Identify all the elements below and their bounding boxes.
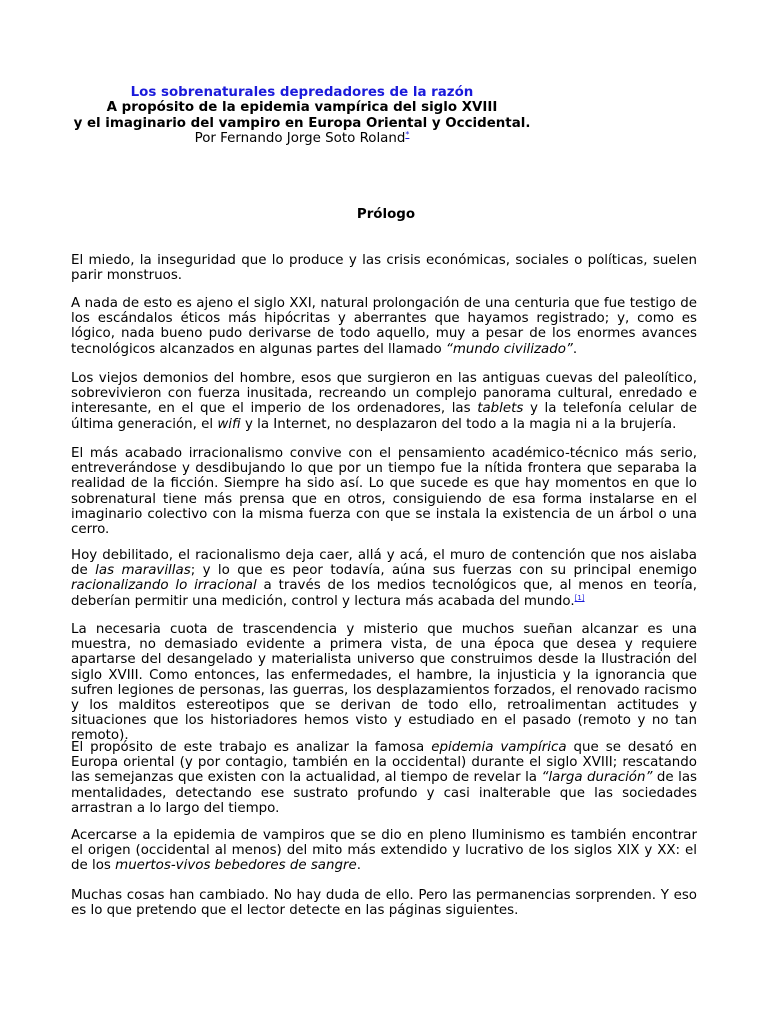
paragraph-text: El propósito de este trabajo es analizar la famosa [71, 740, 432, 755]
author-footnote-link[interactable]: * [405, 130, 410, 139]
italic-phrase: “larga duración” [541, 770, 653, 786]
paragraph [71, 446, 697, 537]
italic-phrase: racionalizando lo irracional [71, 578, 257, 594]
paragraph-text: y la Internet, no desplazaron del todo a la magia ni a la brujería. [240, 416, 677, 432]
paragraph-text: . [356, 858, 361, 874]
italic-phrase: muertos-vivos bebedores de sangre [115, 858, 357, 874]
italic-word: wifi [217, 416, 241, 432]
paragraph-text: que se desató en Europa oriental (y por contagio, también en la occidental) durante el siglo XVIII; rescatando las semejanzas que existen con la actualidad, al tiempo de revelar la [71, 740, 697, 786]
paragraph-text: . [572, 341, 578, 357]
section-title: Prólogo [356, 207, 416, 222]
paragraph-text: Hoy debilitado, el racionalismo deja caer, allá y acá, el muro de contención que nos aislaba de [71, 548, 697, 579]
document-title: Los sobrenaturales depredadores de la razón [130, 85, 474, 100]
author-name: Por Fernando Jorge Soto Roland [194, 131, 406, 146]
italic-word: tablets [477, 401, 524, 417]
document-subtitle-line-1: A propósito de la epidemia vampírica del siglo XVIII [106, 100, 498, 115]
paragraph-text: a través de los medios tecnológicos que, al menos en teoría, deberían permitir una medición, control y lectura más acabada del mundo. [71, 578, 697, 609]
paragraph [71, 622, 697, 744]
author-line [0, 131, 604, 146]
paragraph [71, 253, 697, 283]
paragraph-text: A nada de esto es ajeno el siglo XXI, natural prolongación de una centuria que fue testigo de los escándalos éticos más hipócritas y aberrantes que hayamos registrado; y, como es lógico, nada bueno pudo derivarse de todo aquello, muy a pesar de los enormes avances tecnológicos alcanzados en algunas partes del llamado [71, 296, 697, 357]
paragraph-text: El miedo, la inseguridad que lo produce y las crisis económicas, sociales o políticas, suelen parir monstruos. [71, 253, 697, 284]
paragraph [71, 888, 697, 918]
footnote-link-1[interactable]: [1] [574, 593, 585, 602]
paragraph-text: y la telefonía celular de última generación, el [71, 401, 697, 432]
paragraph-text: Los viejos demonios del hombre, esos que surgieron en las antiguas cuevas del paleolítico, sobrevivieron con fuerza inusitada, recreando un complejo panorama cultural, enredado e interesante, en el que el imperio de los ordenadores, las [71, 371, 697, 417]
italic-phrase: epidemia vampírica [431, 740, 567, 755]
paragraph [71, 371, 697, 432]
paragraph-text: El más acabado irracionalismo convive con el pensamiento académico-técnico más serio, entreverándose y desdibujando lo que por un tiempo fue la nítida frontera que separaba la realidad de la ficción. Siempre ha sido así. Lo que sucede es que hay momentos en que lo sobrenatural tiene más prensa que en otros, consiguiendo de esa forma instalarse en el imaginario colectivo con la misma fuerza con que se instala la existencia de un árbol o una cerro. [71, 446, 697, 538]
paragraph-text: Muchas cosas han cambiado. No hay duda de ello. Pero las permanencias sorprenden. Y eso es lo que pretendo que el lector detecte en las páginas siguientes. [71, 888, 697, 919]
paragraph-text: de las mentalidades, detectando ese sustrato profundo y casi inalterable que las sociedades arrastran a lo largo del tiempo. [71, 770, 698, 816]
paragraph [71, 296, 697, 357]
document-subtitle-line-2: y el imaginario del vampiro en Europa Oriental y Occidental. [73, 116, 531, 131]
paragraph [71, 548, 697, 609]
paragraph-text: Acercarse a la epidemia de vampiros que se dio en pleno Iluminismo es también encontrar el origen (occidental al menos) del mito más extendido y lucrativo de los siglos XIX y XX: el de los [71, 828, 697, 874]
paragraph [71, 828, 697, 874]
paragraph [71, 740, 697, 816]
italic-phrase: las maravillas [95, 563, 191, 579]
italic-phrase: “mundo civilizado” [445, 341, 573, 357]
paragraph-text: La necesaria cuota de trascendencia y misterio que muchos sueñan alcanzar es una muestra, no demasiado evidente a primera vista, de una época que desea y requiere apartarse del desangelado y materialista universo que construimos desde la Ilustración del siglo XVIII. Como entonces, las enfermedades, el hambre, la injusticia y la ignorancia que sufren legiones de personas, las guerras, los desplazamientos forzados, el renovado racismo y los malditos estereotipos que se derivan de todo ello, retroalimentan actitudes y situaciones que los historiadores hemos visto y estudiado en el pasado (remoto y no tan remoto). [71, 622, 697, 744]
paragraph-text: ; y lo que es peor todavía, aúna sus fuerzas con su principal enemigo [190, 563, 697, 579]
